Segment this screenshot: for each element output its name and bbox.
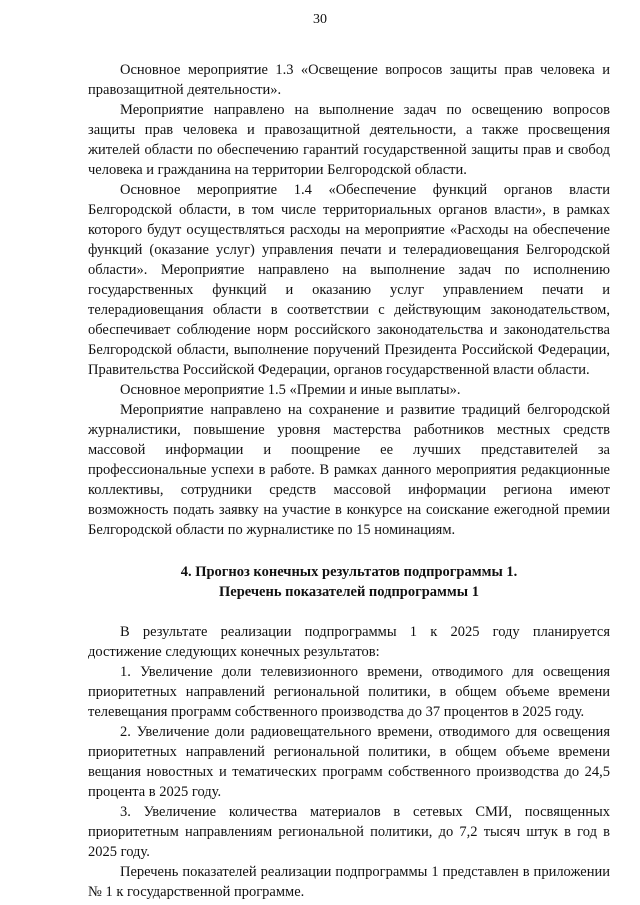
paragraph-indicators-reference: Перечень показателей реализации подпрограммы 1 представлен в приложении № 1 к государственной программе. [88,864,610,900]
paragraph-result-3: 3. Увеличение количества материалов в сетевых СМИ, посвященных приоритетным направлениям региональной политики, до 7,2 тысяч штук в год в 2025 году. [88,804,610,860]
section-heading-line-2: Перечень показателей подпрограммы 1 [219,584,479,600]
paragraph-measure-1-5-description: Мероприятие направлено на сохранение и развитие традиций белгородской журналистики, повышение уровня мастерства работников местных средств массовой информации и поощрение ее лучших представителей за профессиональные успехи в работе. В рамках данного мероприятия редакционные коллективы, сотрудники средств массовой информации региона имеют возможность подать заявку на участие в конкурсе на соискание ежегодной премии Белгородской области по журналистике по 15 номинациям. [88,402,610,538]
section-heading-line-1: 4. Прогноз конечных результатов подпрограммы 1. [180,564,518,580]
paragraph-measure-1-4: Основное мероприятие 1.4 «Обеспечение функций органов власти Белгородской области, в том числе территориальных органов власти», в рамках которого будут осуществляться расходы на мероприятие «Расходы на обеспечение функций (оказание услуг) управления печати и телерадиовещания Белгородской области». Мероприятие направлено на выполнение задач по исполнению государственных функций и оказанию услуг управлением печати и телерадиовещания области в соответствии с действующим законодательством, обеспечивает соблюдение норм российского законодательства и законодательства Белгородской области, выполнение поручений Президента Российской Федерации, Правительства Российской Федерации, органов государственной власти области. [88,182,610,378]
paragraph-result-2: 2. Увеличение доли радиовещательного времени, отводимого для освещения приоритетных направлений региональной политики, в общем объеме времени вещания новостных и тематических программ собственного производства до 24,5 процента в 2025 году. [88,724,610,800]
paragraph-results-intro: В результате реализации подпрограммы 1 к 2025 году планируется достижение следующих конечных результатов: [88,624,610,660]
page-number: 30 [313,12,327,27]
paragraph-measure-1-5: Основное мероприятие 1.5 «Премии и иные выплаты». [120,382,461,398]
section-heading [88,562,610,602]
paragraph-measure-1-3: Основное мероприятие 1.3 «Освещение вопросов защиты прав человека и правозащитной деятельности». [88,62,610,98]
paragraph-result-1: 1. Увеличение доли телевизионного времени, отводимого для освещения приоритетных направлений региональной политики, в общем объеме времени телевещания программ собственного производства до 37 процентов в 2025 году. [88,664,610,720]
paragraph-measure-1-3-description: Мероприятие направлено на выполнение задач по освещению вопросов защиты прав человека и правозащитной деятельности, а также просвещения жителей области по обеспечению гарантий государственной защиты прав и свобод человека и гражданина на территории Белгородской области. [88,102,610,178]
